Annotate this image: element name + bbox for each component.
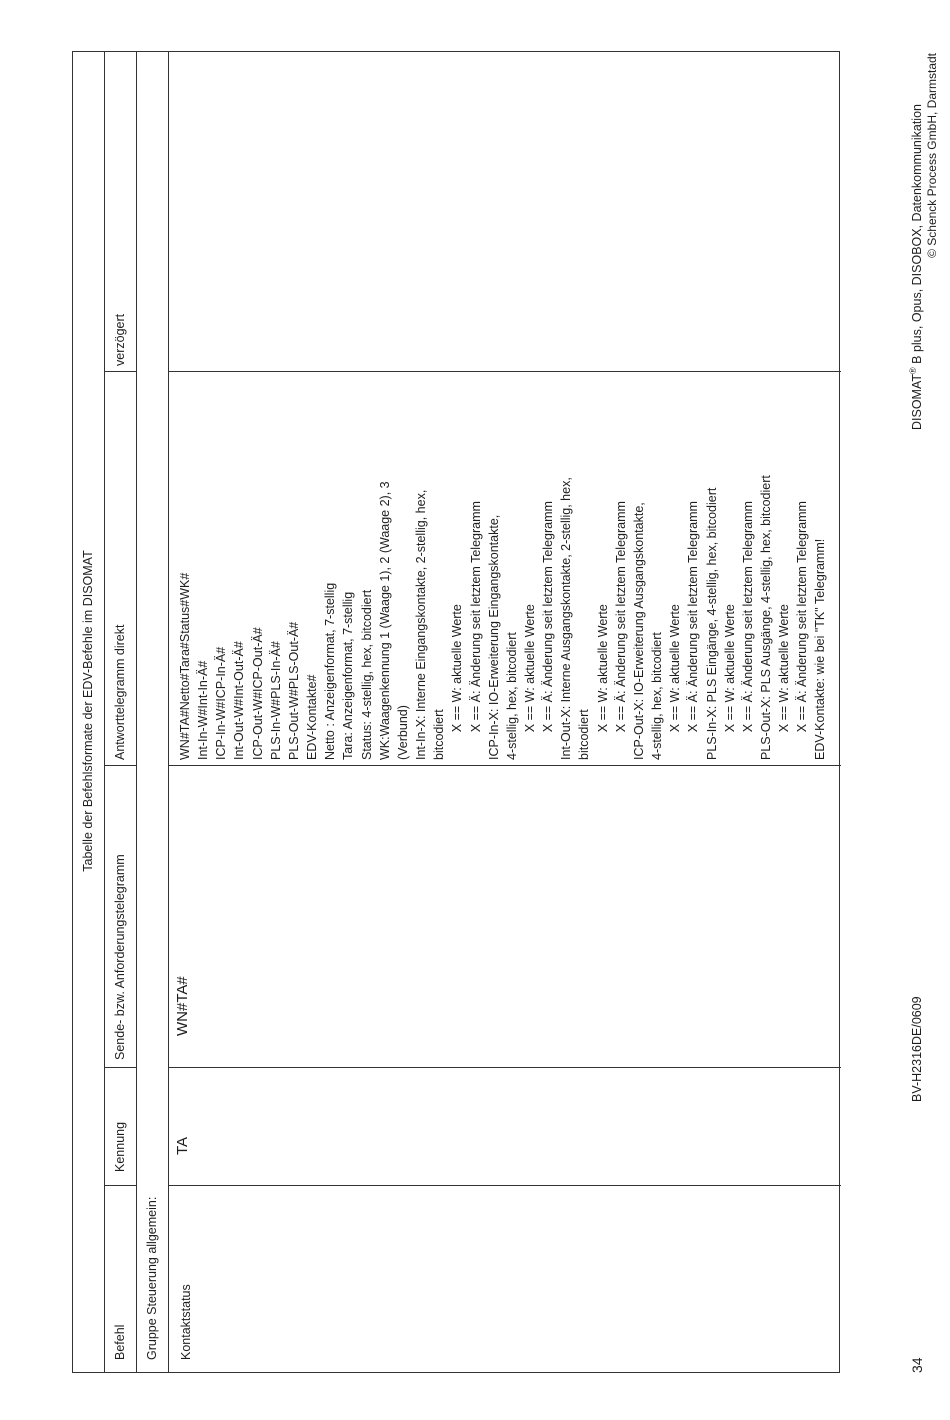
product-rest: B plus, Opus, DISOBOX, Datenkommunikation [910, 104, 925, 368]
table-title: Tabelle der Befehlsformate der EDV-Befehle im DISOMAT [81, 550, 95, 872]
col-divider-4b [168, 371, 841, 372]
registered-mark: ® [908, 367, 918, 374]
antwort-line: Netto : Anzeigenformat, 7-stellig [323, 582, 338, 760]
group-divider [168, 52, 169, 1372]
antwort-line: X == Ä: Änderung seit letztem Telegramm [686, 501, 701, 760]
antwort-line: WN#TA#Netto#Tara#Status#WK# [178, 572, 192, 760]
col-divider-3b [168, 765, 841, 766]
antwort-line: Status: 4-stellig, hex, bitcodiert [359, 589, 374, 760]
antwort-line: PLS-In-W#PLS-In-Ä# [268, 641, 283, 760]
antwort-line: Int-Out-X: Interne Ausgangskontakte, 2-stellig, hex, [559, 477, 574, 760]
col-divider-2 [104, 1067, 136, 1068]
antwort-line: PLS-Out-X: PLS Ausgänge, 4-stellig, hex, bitcodiert [759, 475, 773, 760]
header-divider [136, 52, 137, 1372]
antwort-line: X == Ä: Änderung seit letztem Telegramm [468, 501, 483, 760]
antwort-line: ICP-In-X: IO-Erweiterung Eingangskontakte, [486, 514, 501, 760]
antwort-line: X == Ä: Änderung seit letztem Telegramm [613, 501, 628, 760]
antwort-line: X == W: aktuelle Werte [522, 604, 537, 760]
page-number: 34 [909, 1357, 925, 1373]
antwort-line: ICP-Out-X: IO-Erweiterung Ausgangskontakte, [631, 502, 646, 760]
antwort-line: X == Ä: Änderung seit letztem Telegramm [740, 501, 755, 760]
antwort-line: bitcodiert [577, 709, 592, 760]
cell-kennung: TA [174, 1136, 191, 1155]
cell-befehl: Kontaktstatus [179, 1284, 193, 1360]
antwort-line: X == Ä: Änderung seit letztem Telegramm [541, 501, 556, 760]
antwort-line: PLS-Out-W#PLS-Out-Ä# [286, 621, 301, 760]
header-sende: Sende- bzw. Anforderungstelegramm [113, 854, 127, 1060]
antwort-line: PLS-In-X: PLS Eingänge, 4-stellig, hex, bitcodiert [704, 487, 719, 760]
col-divider-1b [168, 1185, 841, 1186]
antwort-line: Int-In-W#Int-In-Ä# [196, 660, 211, 760]
title-divider [104, 52, 105, 1372]
header-antwort-direkt: Antworttelegramm direkt [113, 624, 127, 760]
header-kennung: Kennung [113, 1121, 127, 1172]
antwort-line: X == W: aktuelle Werte [595, 604, 610, 760]
antwort-line: (Verbund) [395, 705, 410, 760]
antwort-line: bitcodiert [432, 709, 447, 760]
antwort-line: Int-Out-W#Int-Out-Ä# [232, 641, 247, 760]
antwort-line: WK:Waagenkennung 1 (Waage 1), 2 (Waage 2), 3 [377, 481, 392, 760]
antwort-line: 4-stellig, hex, bitcodiert [504, 632, 519, 760]
antwort-line: Tara: Anzeigenformat, 7-stellig [341, 591, 356, 760]
antwort-line: X == W: aktuelle Werte [450, 604, 465, 760]
antwort-line: ICP-Out-W#ICP-Out-Ä# [250, 627, 265, 760]
product-line [906, 104, 924, 430]
col-divider-3 [104, 765, 136, 766]
col-divider-1 [104, 1185, 136, 1186]
antwort-line: X == Ä: Änderung seit letztem Telegramm [795, 501, 810, 760]
antwort-line: 4-stellig, hex, bitcodiert [650, 632, 665, 760]
antwort-line: EDV-Kontakte# [305, 674, 320, 760]
antwort-line: X == W: aktuelle Werte [777, 604, 792, 760]
document-code: BV-H2316DE/0609 [910, 996, 924, 1102]
antwort-line: Int-In-X: Interne Eingangskontakte, 2-stellig, hex, [414, 489, 429, 760]
antwort-line: EDV-Kontakte: wie bei "TK" Telegramm! [813, 538, 828, 760]
product-brand: DISOMAT [910, 373, 925, 430]
header-verzoegert: verzögert [113, 313, 127, 366]
cell-sende: WN#TA# [174, 976, 191, 1036]
group-label: Gruppe Steuerung allgemein: [145, 1196, 159, 1360]
antwort-line: ICP-In-W#ICP-In-Ä# [214, 646, 229, 760]
header-befehl: Befehl [113, 1324, 127, 1360]
antwort-line: X == W: aktuelle Werte [668, 604, 683, 760]
command-table [72, 51, 840, 1373]
col-divider-2b [168, 1067, 841, 1068]
antwort-line: X == W: aktuelle Werte [722, 604, 737, 760]
copyright: © Schenck Process GmbH, Darmstadt [925, 53, 939, 258]
cell-antwort-direkt [176, 475, 830, 760]
col-divider-4 [104, 371, 136, 372]
